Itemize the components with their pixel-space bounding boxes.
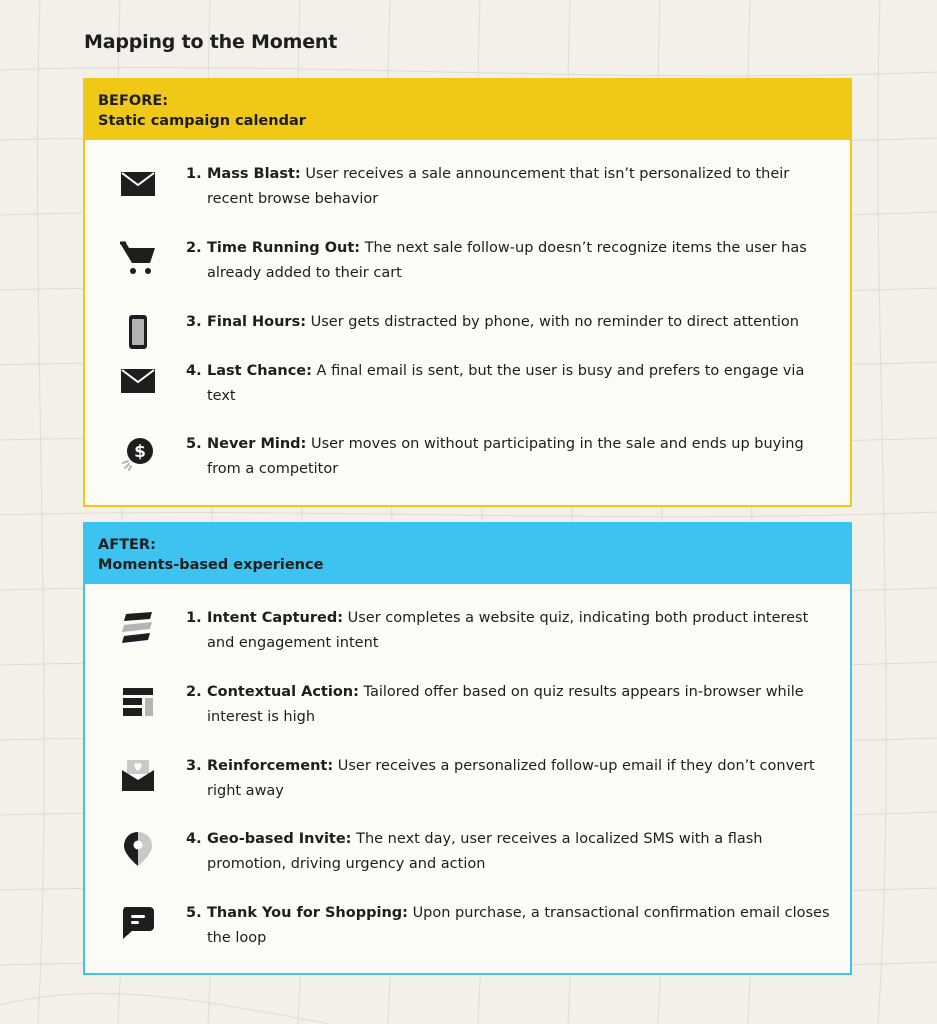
envelope-icon bbox=[115, 359, 161, 403]
step-number: 1. bbox=[186, 610, 202, 626]
step-text bbox=[207, 359, 832, 408]
step-label: Thank You for Shopping: bbox=[207, 905, 408, 921]
step-text bbox=[207, 310, 832, 335]
step-description: Upon purchase, a transactional confirmation email closes the loop bbox=[207, 905, 830, 946]
chat-bubble-icon bbox=[115, 901, 161, 945]
step-label: Geo-based Invite: bbox=[207, 831, 352, 847]
step-text bbox=[207, 680, 832, 729]
form-stack-icon bbox=[115, 606, 161, 650]
heart-envelope-icon bbox=[115, 754, 161, 798]
step-text bbox=[207, 162, 832, 211]
step-description: The next sale follow-up doesn’t recognize items the user has already added to their cart bbox=[207, 240, 807, 281]
envelope-icon bbox=[115, 162, 161, 206]
step-description: Tailored offer based on quiz results appears in-browser while interest is high bbox=[207, 684, 804, 725]
step-description: The next day, user receives a localized SMS with a flash promotion, driving urgency and action bbox=[207, 831, 763, 872]
before-panel-header bbox=[85, 80, 850, 140]
step-text bbox=[207, 606, 832, 655]
step-text bbox=[207, 754, 832, 803]
step-label: Mass Blast: bbox=[207, 166, 301, 182]
after-panel bbox=[83, 522, 852, 975]
page-title: Mapping to the Moment bbox=[84, 31, 338, 53]
step-description: User receives a personalized follow-up email if they don’t convert right away bbox=[207, 758, 815, 799]
after-subtitle: Moments-based experience bbox=[98, 557, 324, 573]
step-description: User completes a website quiz, indicating both product interest and engagement intent bbox=[207, 610, 809, 651]
step-text bbox=[207, 827, 832, 876]
shopping-cart-icon bbox=[115, 236, 161, 280]
step-label: Reinforcement: bbox=[207, 758, 334, 774]
step-number: 4. bbox=[186, 831, 202, 847]
step-number: 5. bbox=[186, 436, 202, 452]
step-label: Intent Captured: bbox=[207, 610, 344, 626]
before-panel bbox=[83, 78, 852, 507]
step-number: 5. bbox=[186, 905, 202, 921]
location-pin-icon bbox=[115, 827, 161, 871]
step-number: 2. bbox=[186, 684, 202, 700]
step-description: A final email is sent, but the user is busy and prefers to engage via text bbox=[207, 363, 805, 404]
step-description: User moves on without participating in the sale and ends up buying from a competitor bbox=[207, 436, 804, 477]
after-panel-header bbox=[85, 524, 850, 584]
step-description: User receives a sale announcement that isn’t personalized to their recent browse behavior bbox=[207, 166, 790, 207]
step-text bbox=[207, 432, 832, 481]
svg-text:$: $ bbox=[134, 442, 146, 462]
step-number: 4. bbox=[186, 363, 202, 379]
step-number: 2. bbox=[186, 240, 202, 256]
step-label: Last Chance: bbox=[207, 363, 312, 379]
before-label: BEFORE: bbox=[98, 93, 169, 109]
step-label: Contextual Action: bbox=[207, 684, 359, 700]
step-text bbox=[207, 236, 832, 285]
step-label: Final Hours: bbox=[207, 314, 307, 330]
step-number: 1. bbox=[186, 166, 202, 182]
step-label: Time Running Out: bbox=[207, 240, 361, 256]
step-text bbox=[207, 901, 832, 950]
before-subtitle: Static campaign calendar bbox=[98, 113, 306, 129]
step-number: 3. bbox=[186, 314, 202, 330]
step-number: 3. bbox=[186, 758, 202, 774]
web-layout-icon bbox=[115, 680, 161, 724]
after-label: AFTER: bbox=[98, 537, 156, 553]
dollar-coin-icon bbox=[115, 432, 161, 476]
smartphone-icon bbox=[115, 310, 161, 354]
step-label: Never Mind: bbox=[207, 436, 307, 452]
step-description: User gets distracted by phone, with no reminder to direct attention bbox=[310, 314, 799, 330]
